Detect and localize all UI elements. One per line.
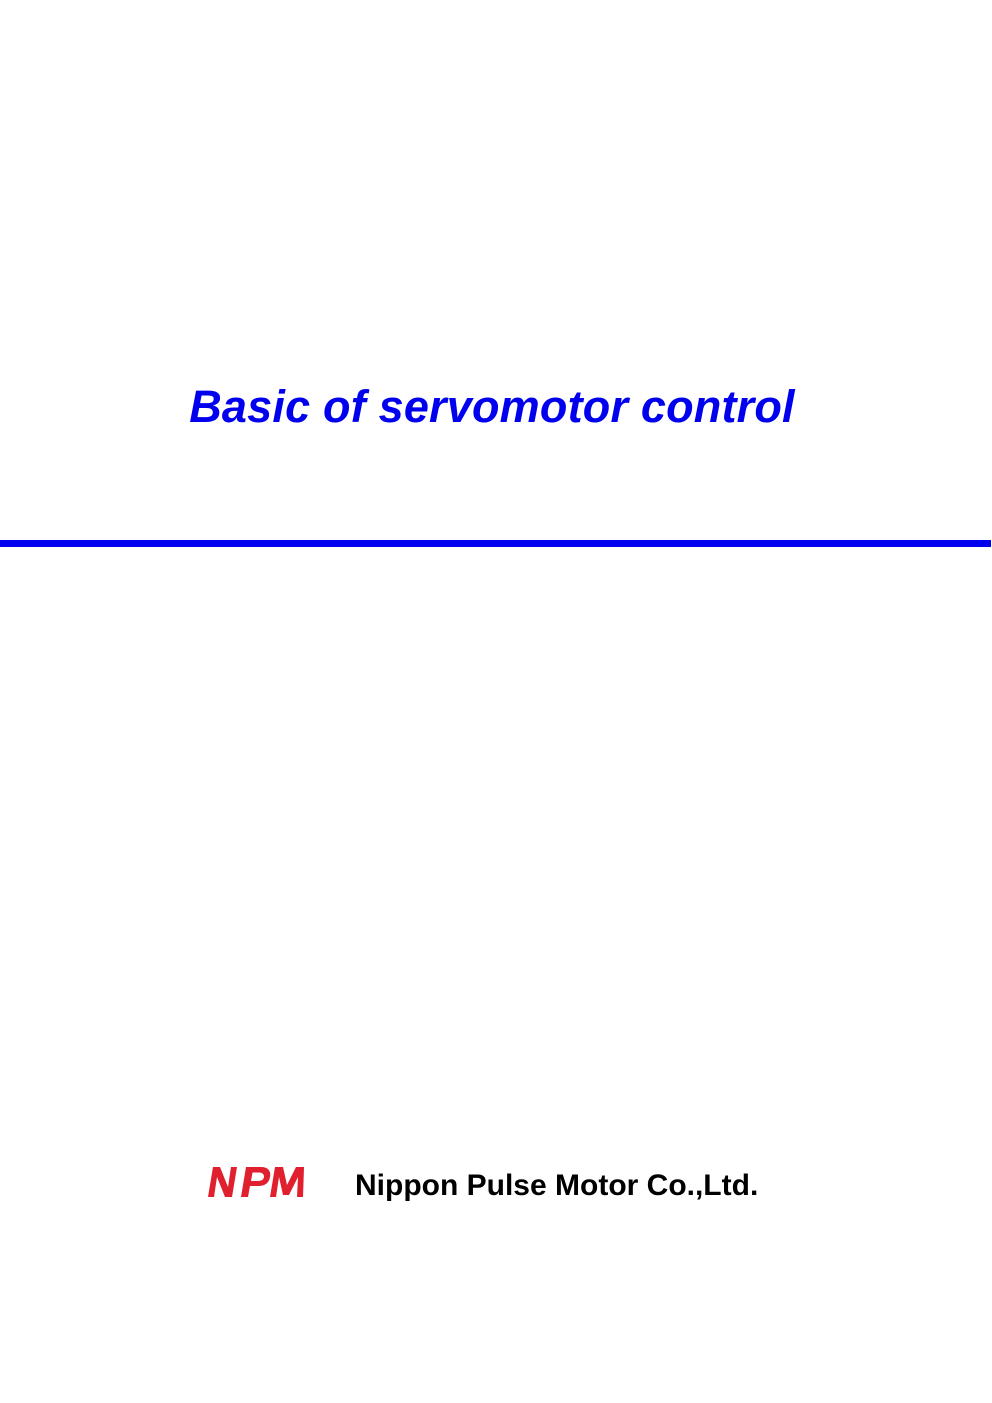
company-name: Nippon Pulse Motor Co.,Ltd. — [355, 1169, 759, 1202]
npm-logo-letter-m — [270, 1167, 304, 1197]
title-divider-rule — [0, 540, 991, 547]
npm-logo — [203, 1163, 307, 1203]
npm-logo-glyphs — [208, 1167, 304, 1197]
npm-logo-letter-p — [241, 1167, 270, 1197]
document-title: Basic of servomotor control — [189, 381, 795, 432]
npm-logo-letter-n — [208, 1167, 237, 1197]
